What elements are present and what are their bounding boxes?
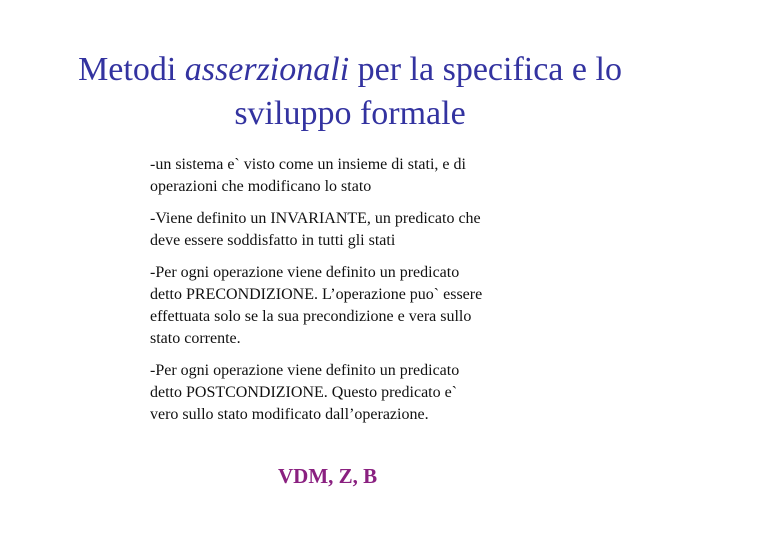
title-emphasis: asserzionali	[184, 51, 350, 88]
slide-body	[150, 154, 570, 436]
text-line: effettuata solo se la sua precondizione e vera sullo	[150, 308, 472, 325]
paragraph-precondition	[150, 262, 570, 350]
text-line: -Viene definito un INVARIANTE, un predicato che	[150, 210, 481, 227]
slide-title	[30, 48, 670, 136]
paragraph-invariant	[150, 208, 570, 252]
methods-list: VDM, Z, B	[278, 464, 378, 488]
title-line-1	[30, 48, 670, 92]
text-line: -un sistema e` visto come un insieme di stati, e di	[150, 156, 466, 173]
paragraph-state-system	[150, 154, 570, 198]
text-line: deve essere soddisfatto in tutti gli stati	[150, 232, 396, 249]
text-line: -Per ogni operazione viene definito un predicato	[150, 264, 460, 281]
text-line: stato corrente.	[150, 330, 241, 347]
text-line: detto POSTCONDIZIONE. Questo predicato e`	[150, 384, 458, 401]
text-line: operazioni che modificano lo stato	[150, 178, 372, 195]
title-line-2: sviluppo formale	[234, 95, 466, 132]
text-line: detto PRECONDIZIONE. L’operazione puo` essere	[150, 286, 483, 303]
title-part-2: per la specifica e lo	[349, 51, 622, 88]
paragraph-postcondition	[150, 360, 570, 426]
text-line: -Per ogni operazione viene definito un predicato	[150, 362, 460, 379]
title-part-1: Metodi	[78, 51, 185, 88]
text-line: vero sullo stato modificato dall’operazione.	[150, 406, 429, 423]
